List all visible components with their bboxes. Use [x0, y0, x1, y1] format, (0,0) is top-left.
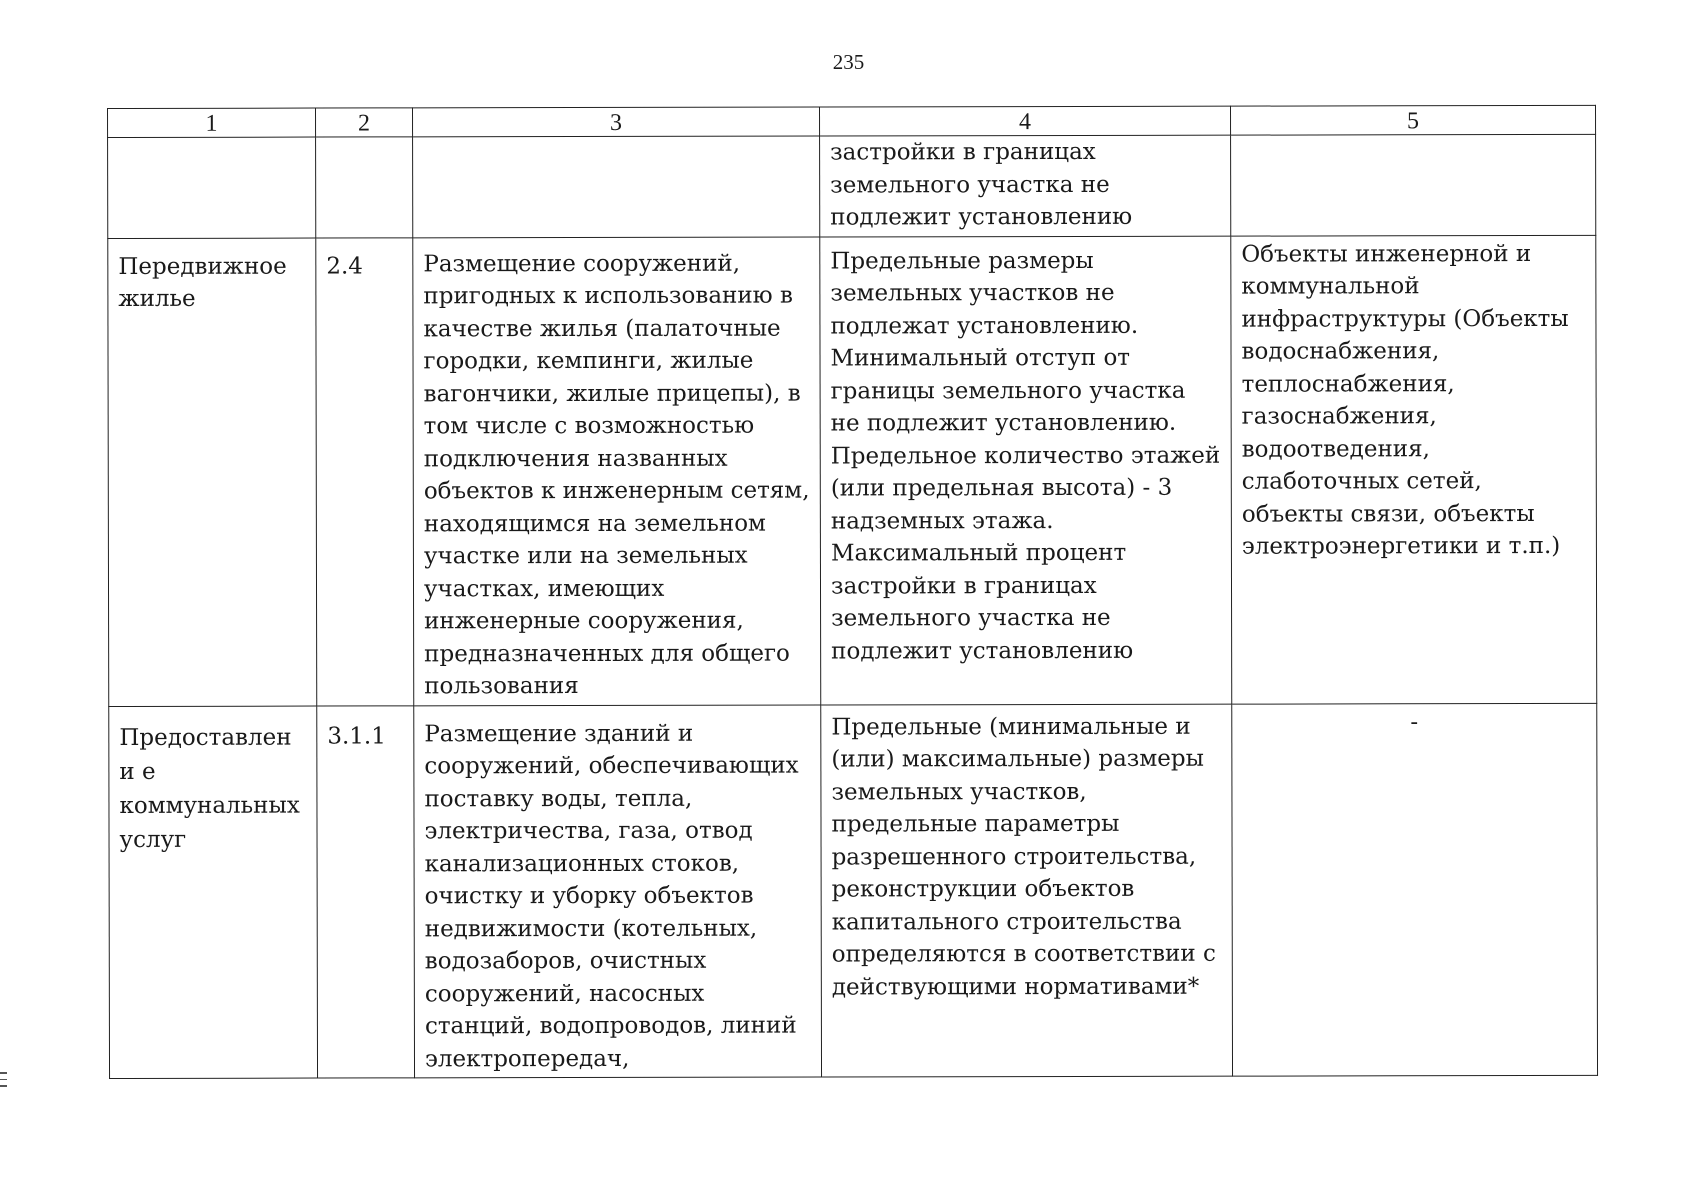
cell-description: Размещение зданий и сооружений, обеспечивающих поставку воды, тепла, электричества, газа, отвод канализационных стоков, очистку и уборку объектов недвижимости (котельных, водозаборов, очистных сооружений, насосных станций, водопроводов, линий электропередач, — [414, 705, 822, 1078]
cell-use-name: Передвижное жилье — [108, 238, 317, 706]
header-col-3: 3 — [413, 107, 820, 137]
header-col-5: 5 — [1230, 105, 1595, 135]
cell-description — [413, 136, 820, 237]
header-col-2: 2 — [316, 108, 413, 137]
header-col-4: 4 — [819, 106, 1230, 136]
cell-description: Размещение сооружений, пригодных к использованию в качестве жилья (палаточные городки, кемпинги, жилые вагончики, жилые прицепы), в том числе с возможностью подключения названных объектов к инженерным сетям, находящимся на земельном участке или на земельных участках, имеющих инженерные сооружения, предназначенных для общего пользования — [413, 237, 821, 706]
cell-code: 2.4 — [316, 237, 414, 705]
cell-use-name: Предоставлени е коммунальных услуг — [109, 706, 318, 1079]
page-number: 235 — [832, 50, 865, 74]
table-row — [108, 235, 1597, 706]
header-col-1: 1 — [108, 108, 316, 137]
table-row — [109, 703, 1598, 1079]
cell-parameters: застройки в границах земельного участка не подлежит установлению — [820, 135, 1231, 236]
cell-auxiliary: - — [1232, 703, 1598, 1076]
cell-code — [316, 137, 413, 238]
cell-parameters: Предельные размеры земельных участков не подлежат установлению. Минимальный отступ от границы земельного участка не подлежит установлению. Предельное количество этажей (или предельная высота) - 3 надземных этажа. Максимальный процент застройки в границах земельного участка не подлежит установлению — [820, 236, 1232, 705]
scan-margin-mark — [0, 1072, 8, 1092]
cell-parameters: Предельные (минимальные и (или) максимальные) размеры земельных участков, предельные параметры разрешенного строительства, реконструкции объектов капитального строительства определяются в соответствии с действующими нормативами* — [821, 704, 1233, 1077]
cell-use-name — [108, 137, 316, 238]
cell-code: 3.1.1 — [317, 705, 415, 1078]
table-row — [108, 134, 1596, 238]
cell-auxiliary — [1231, 134, 1596, 235]
cell-auxiliary: Объекты инженерной и коммунальной инфраструктуры (Объекты водоснабжения, теплоснабжения, газоснабжения, водоотведения, слаботочных сетей, объекты связи, объекты электроэнергетики и т.п.) — [1231, 235, 1597, 704]
zoning-table — [107, 105, 1598, 1079]
header-row — [108, 105, 1596, 137]
